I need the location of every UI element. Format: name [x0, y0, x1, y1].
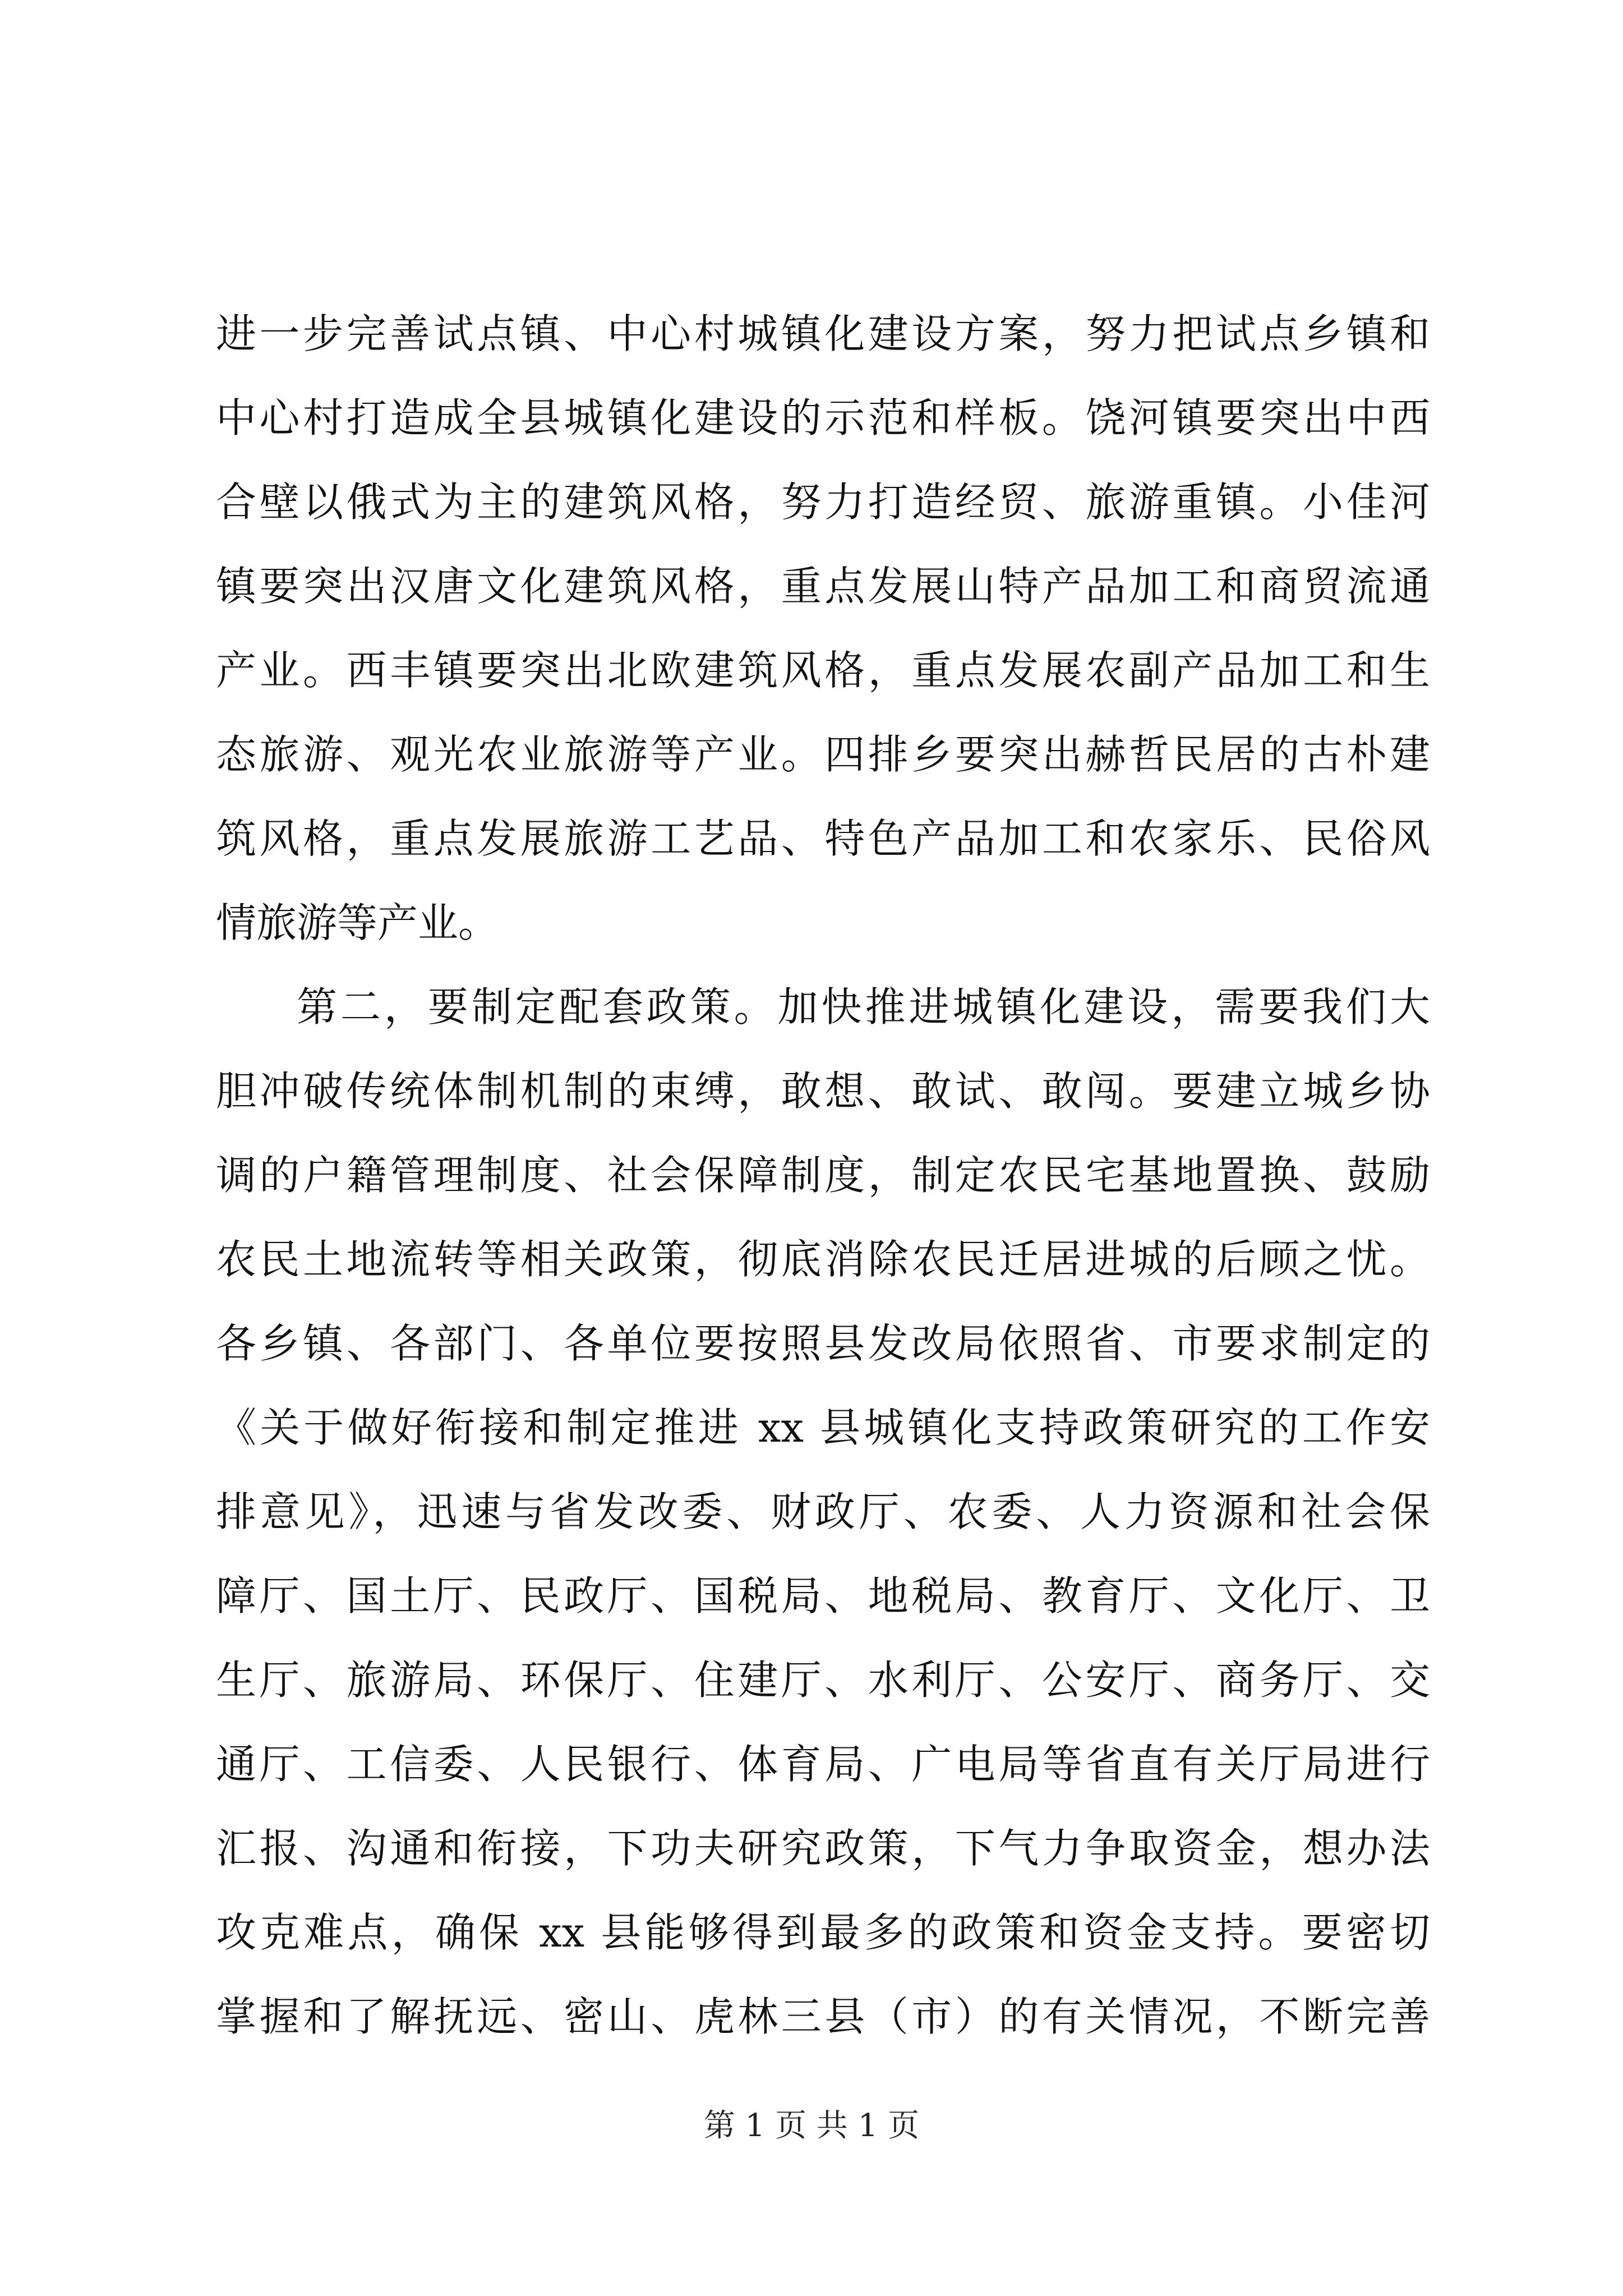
text-line: 生厅、旅游局、环保厅、住建厅、水利厅、公安厅、商务厅、交: [216, 1657, 1430, 1704]
body-text: [216, 292, 1430, 2059]
text-line: 掌握和了解抚远、密山、虎林三县（市）的有关情况，不断完善: [216, 1993, 1430, 2040]
text-line: 汇报、沟通和衔接，下功夫研究政策，下气力争取资金，想办法: [216, 1825, 1430, 1872]
text-line: 产业。西丰镇要突出北欧建筑风格，重点发展农副产品加工和生: [216, 647, 1430, 694]
text-line: 镇要突出汉唐文化建筑风格，重点发展山特产品加工和商贸流通: [216, 563, 1430, 610]
text-line: 通厅、工信委、人民银行、体育局、广电局等省直有关厅局进行: [216, 1741, 1430, 1788]
text-line: 农民土地流转等相关政策，彻底消除农民迁居进城的后顾之忧。: [216, 1236, 1430, 1283]
text-line: 第二，要制定配套政策。加快推进城镇化建设，需要我们大: [297, 983, 1430, 1030]
text-line: 攻克难点，确保 xx 县能够得到最多的政策和资金支持。要密切: [216, 1909, 1430, 1956]
text-line: 各乡镇、各部门、各单位要按照县发改局依照省、市要求制定的: [216, 1320, 1430, 1367]
text-line: 胆冲破传统体制机制的束缚，敢想、敢试、敢闯。要建立城乡协: [216, 1068, 1430, 1115]
page-footer: [0, 2104, 1623, 2148]
text-line: 《关于做好衔接和制定推进 xx 县城镇化支持政策研究的工作安: [216, 1404, 1430, 1451]
text-line: 排意见》，迅速与省发改委、财政厅、农委、人力资源和社会保: [216, 1488, 1430, 1535]
page-number-label: 第 1 页 共 1 页: [703, 2108, 920, 2144]
text-line: 障厅、国土厅、民政厅、国税局、地税局、教育厅、文化厅、卫: [216, 1572, 1430, 1619]
text-line: 进一步完善试点镇、中心村城镇化建设方案，努力把试点乡镇和: [216, 310, 1430, 357]
text-line: 态旅游、观光农业旅游等产业。四排乡要突出赫哲民居的古朴建: [216, 731, 1430, 778]
text-line: 调的户籍管理制度、社会保障制度，制定农民宅基地置换、鼓励: [216, 1152, 1430, 1199]
text-line: 情旅游等产业。: [216, 899, 499, 946]
text-line: 合壁以俄式为主的建筑风格，努力打造经贸、旅游重镇。小佳河: [216, 478, 1430, 526]
text-line: 筑风格，重点发展旅游工艺品、特色产品加工和农家乐、民俗风: [216, 815, 1430, 862]
text-line: 中心村打造成全县城镇化建设的示范和样板。饶河镇要突出中西: [216, 394, 1430, 441]
